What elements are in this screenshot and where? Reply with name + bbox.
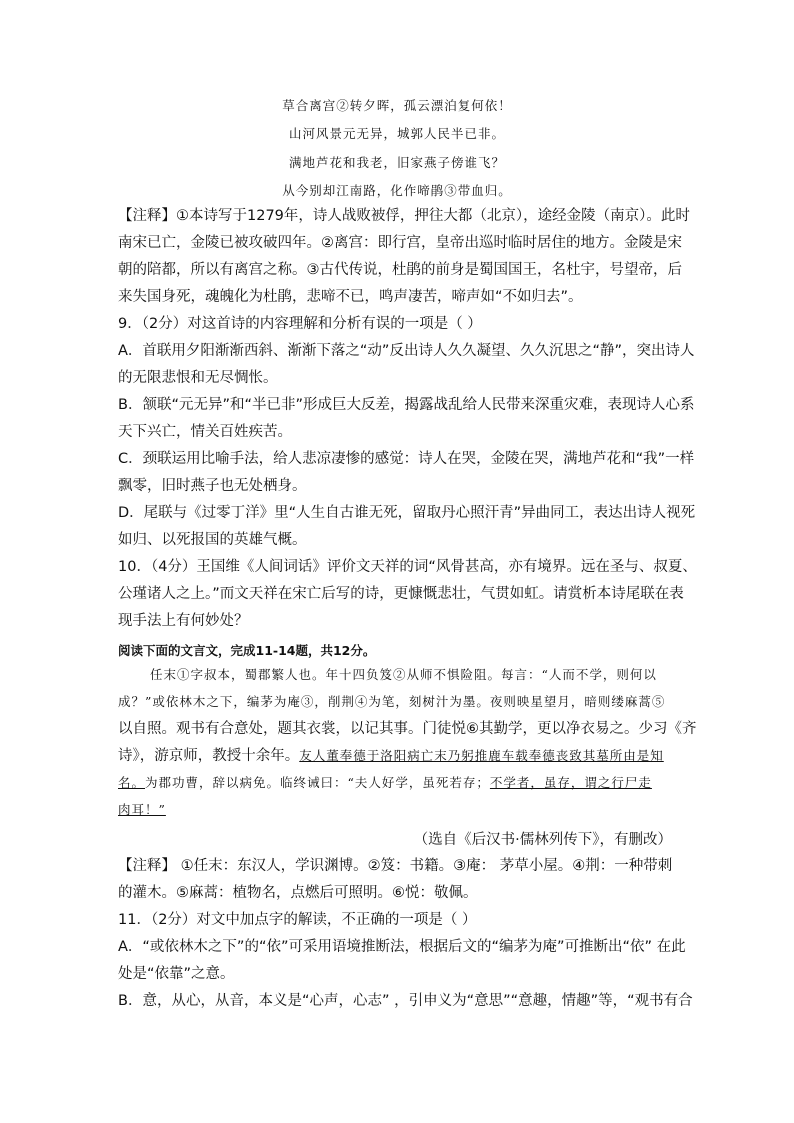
reading-heading: 阅读下面的文言文，完成11-14题，共12分。 [118, 643, 376, 658]
q9-option-b-line-1[interactable]: B．颔联“元无异”和“半已非”形成巨大反差，揭露战乱给人民带来深重灾难，表现诗人心系 [118, 397, 695, 413]
q9-option-c-line-2[interactable]: 飘零，旧时燕子也无处栖身。 [118, 478, 307, 494]
poem-note-line-3: 朝的陪都，所以有离宫之称。③古代传说，杜鹃的前身是蜀国国王，名杜宇，号望帝，后 [118, 262, 682, 278]
classical-text-line-5 [118, 773, 678, 793]
underlined-sentence-end: 名。 [118, 775, 146, 790]
q9-option-c-line-1[interactable]: C．颈联运用比喻手法，给人悲凉凄惨的感觉：诗人在哭，金陵在哭，满地芦花和“我”一样 [118, 451, 695, 467]
poem-note-line-2: 南宋已亡，金陵已被攻破四年。②离宫：即行宫，皇帝出巡时临时居住的地方。金陵是宋 [118, 235, 682, 251]
poem-note-line-1: 【注释】①本诗写于1279年，诗人战败被俘，押往大都（北京），途经金陵（南京）。此时 [118, 208, 690, 224]
question-11-stem: 11．（2分）对文中加点字的解读，不正确的一项是（ ） [118, 912, 477, 928]
classical-text-line-4-start: 诗》，游京师，教授十余年。 [118, 748, 300, 764]
q11-option-a-line-2[interactable]: 处是“依靠”之意。 [118, 966, 235, 982]
q9-option-b-line-2[interactable]: 天下兴亡，情关百姓疾苦。 [118, 424, 292, 440]
classical-text-line-2-quote: 成？”或依林木之下，编茅为庵③，削荆④为笔，刻树汁为墨。夜则映星望月，暗则缕麻蒿⑤ [118, 694, 666, 709]
classical-text-line-5-mid: 为郡功曹，辞以病免。临终诫曰：“夫人好学，虽死若存； [145, 775, 490, 790]
poem-line-1: 草合离宫②转夕晖，孤云漂泊复何依！ [282, 98, 512, 113]
q9-option-a-line-1[interactable]: A．首联用夕阳渐渐西斜、渐渐下落之“动”反出诗人久久凝望、久久沉思之“静”，突出诗人 [118, 343, 695, 359]
question-10-line-2: 公瑾诸人之上。”而文天祥在宋亡后写的诗，更慷慨悲壮，气贯如虹。请赏析本诗尾联在表 [118, 586, 684, 602]
q11-option-b-line-1[interactable]: B．意，从心，从音，本义是“心声，心志” ，引申义为“意思”“意趣，情趣”等，“观书有合 [118, 993, 693, 1009]
classical-text-line-6: 肉耳！” [118, 802, 166, 817]
question-10-line-3: 现手法上有何妙处？ [118, 613, 249, 629]
poem-note-line-4: 来失国身死，魂魄化为杜鹃，悲啼不已，鸣声凄苦，啼声如“不如归去”。 [118, 289, 583, 305]
underlined-sentence: 友人董奉德于洛阳病亡末乃躬推鹿车载奉德丧致其墓所由是知 [299, 748, 664, 763]
poem-line-2: 山河风景元无异，城郭人民半已非。 [288, 126, 505, 141]
question-10-line-1: 10．（4分）王国维《人间词话》评价文天祥的词“风骨甚高，亦有境界。远在圣与、叔夏、 [118, 559, 697, 575]
classical-text-line-1: 任末①字叔本，蜀郡繁人也。年十四负笈②从师不惧险阻。每言：“人而不学，则何以 [150, 667, 657, 682]
classical-text-line-4 [118, 746, 678, 766]
poem-line-4: 从今别却江南路，化作啼鹃③带血归。 [282, 183, 512, 198]
q11-option-a-line-1[interactable]: A．“或依林木之下”的“依”可采用语境推断法，根据后文的“编茅为庵”可推断出“依” 在此 [118, 939, 686, 955]
source-citation: （选自《后汉书·儒林列传下》，有删改） [413, 832, 672, 848]
classical-text-line-2 [118, 692, 678, 712]
classical-text-line-3: 以自照。观书有合意处，题其衣裳，以记其事。门徒悦⑥其勤学，更以净衣易之。少习《齐 [118, 721, 697, 737]
q9-option-a-line-2[interactable]: 的无限悲恨和无尽惆怅。 [118, 370, 278, 386]
classical-note-line-1: 【注释】 ①任末：东汉人，学识渊博。②笈：书籍。③庵： 茅草小屋。④荆：一种带刺 [118, 858, 673, 874]
q9-option-d-line-2[interactable]: 如归、以死报国的英雄气概。 [118, 532, 307, 548]
q9-option-d-line-1[interactable]: D．尾联与《过零丁洋》里“人生自古谁无死，留取丹心照汗青”异曲同工，表达出诗人视死 [118, 505, 696, 521]
underlined-quote: 不学者，虽存，谓之行尸走 [489, 775, 652, 790]
question-9-stem: 9．（2分）对这首诗的内容理解和分析有误的一项是（ ） [118, 316, 482, 332]
poem-line-3: 满地芦花和我老，旧家燕子傍谁飞？ [288, 155, 505, 170]
classical-note-line-2: 的灌木。⑤麻蒿：植物名，点燃后可照明。⑥悦：敬佩。 [118, 885, 478, 901]
